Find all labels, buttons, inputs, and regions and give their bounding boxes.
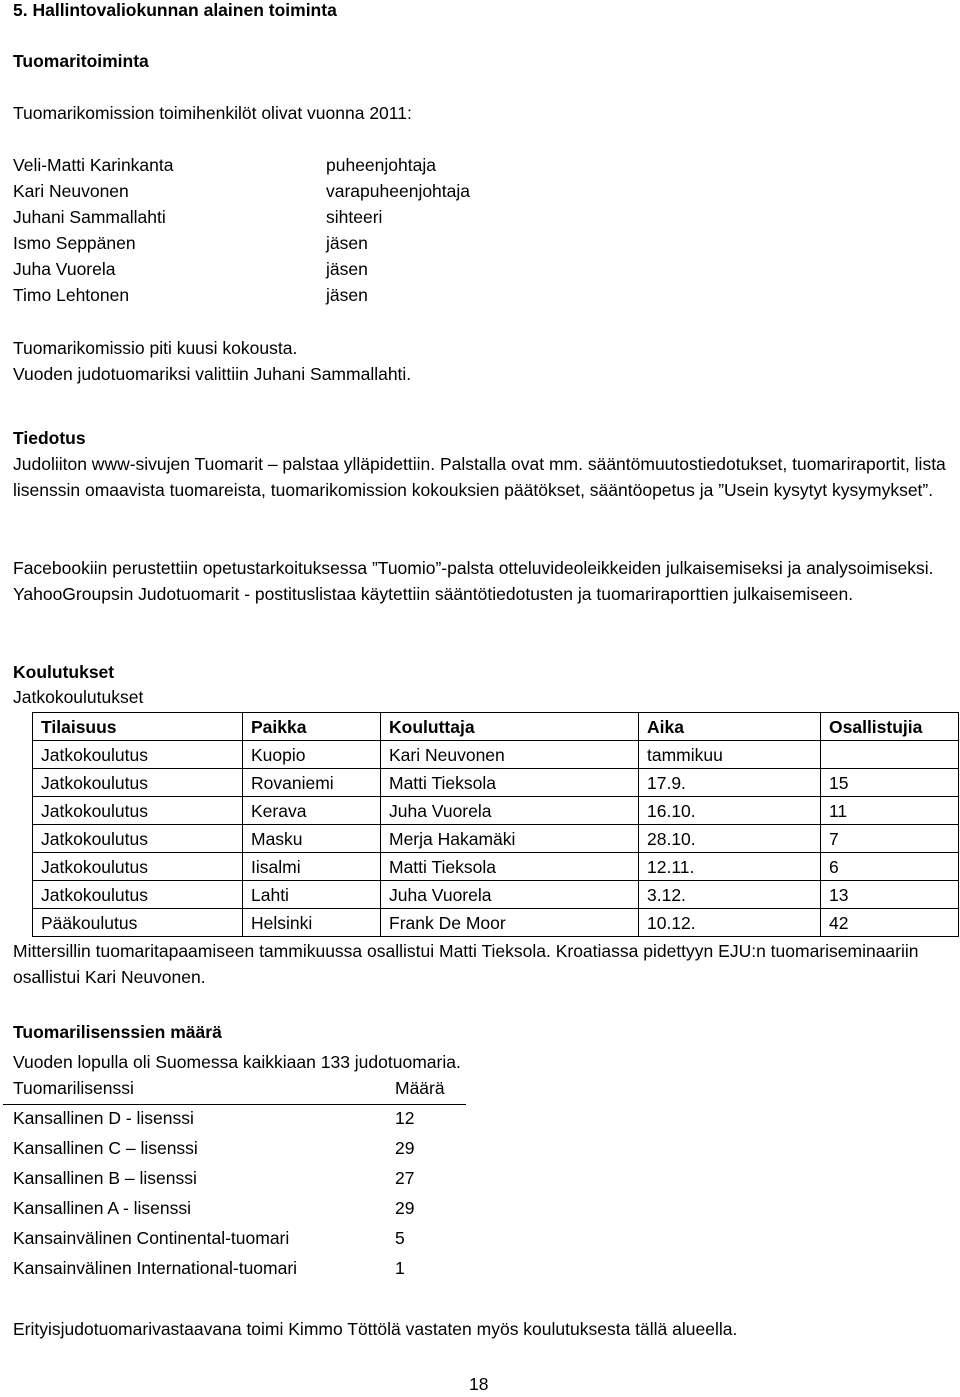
tiedotus-paragraph-2-text: Facebookiin perustettiin opetustarkoituksessa ”Tuomio”-palsta otteluvideoleikkeiden julkaisemiseksi ja analysoimiseksi. YahooGroupsin Judotuomarit - postituslistaa käytettiin sääntötiedotusten ja tuomariraporttien julkaisemiseen.	[13, 558, 934, 604]
license-name: Kansallinen A - lisenssi	[13, 1198, 192, 1218]
table-cell: Kari Neuvonen	[381, 741, 639, 769]
table-cell: 16.10.	[639, 797, 821, 825]
official-role: varapuheenjohtaja	[326, 181, 471, 201]
license-count: 27	[395, 1168, 415, 1188]
table-row	[33, 797, 959, 825]
official-role: jäsen	[326, 259, 368, 279]
official-name: Timo Lehtonen	[13, 285, 130, 305]
license-name: Kansallinen D - lisenssi	[13, 1108, 194, 1128]
table-row	[33, 741, 959, 769]
table-cell: Merja Hakamäki	[381, 825, 639, 853]
tiedotus-paragraph-1	[13, 451, 948, 503]
training-table	[32, 712, 959, 937]
official-role: jäsen	[326, 233, 368, 253]
referee-of-year-line: Vuoden judotuomariksi valittiin Juhani Sammallahti.	[13, 364, 412, 384]
official-role: jäsen	[326, 285, 368, 305]
training-note-text: Mittersillin tuomaritapaamiseen tammikuussa osallistui Matti Tieksola. Kroatiassa pidettyyn EJU:n tuomariseminaariin osallistui Kari Neuvonen.	[13, 941, 919, 987]
officials-intro: Tuomarikomission toimihenkilöt olivat vuonna 2011:	[13, 103, 412, 123]
table-row	[33, 825, 959, 853]
table-row	[33, 853, 959, 881]
subsection-title: Tuomaritoiminta	[13, 51, 149, 71]
table-cell: tammikuu	[639, 741, 821, 769]
table-cell: Jatkokoulutus	[33, 881, 243, 909]
table-cell: Helsinki	[243, 909, 381, 937]
table-cell: 10.12.	[639, 909, 821, 937]
table-cell: Kerava	[243, 797, 381, 825]
meetings-line: Tuomarikomissio piti kuusi kokousta.	[13, 338, 298, 358]
column-header: Osallistujia	[821, 713, 959, 741]
table-cell: Jatkokoulutus	[33, 741, 243, 769]
license-name: Kansainvälinen International-tuomari	[13, 1258, 298, 1278]
column-header: Tilaisuus	[33, 713, 243, 741]
license-count: 29	[395, 1198, 415, 1218]
table-cell: 42	[821, 909, 959, 937]
table-row	[33, 769, 959, 797]
licenses-intro: Vuoden lopulla oli Suomessa kaikkiaan 133 judotuomaria.	[13, 1052, 461, 1072]
table-header-row	[33, 713, 959, 741]
table-cell: Iisalmi	[243, 853, 381, 881]
licenses-col-count: Määrä	[395, 1078, 445, 1098]
tiedotus-paragraph-1-text: Judoliiton www-sivujen Tuomarit – palstaa ylläpidettiin. Palstalla ovat mm. sääntömuutostiedotukset, tuomariraportit, lista lisenssin omaavista tuomareista, tuomarikomission kokouksien päätökset, sääntöopetus ja ”Usein kysytyt kysymykset”.	[13, 454, 946, 500]
official-role: puheenjohtaja	[326, 155, 436, 175]
koulutukset-subheading: Jatkokoulutukset	[13, 687, 144, 707]
official-name: Ismo Seppänen	[13, 233, 136, 253]
license-name: Kansallinen B – lisenssi	[13, 1168, 197, 1188]
training-note	[13, 938, 948, 990]
table-cell: Lahti	[243, 881, 381, 909]
table-cell: Rovaniemi	[243, 769, 381, 797]
table-cell	[821, 741, 959, 769]
column-header: Paikka	[243, 713, 381, 741]
table-row	[33, 881, 959, 909]
table-cell: Jatkokoulutus	[33, 797, 243, 825]
table-cell: 15	[821, 769, 959, 797]
table-cell: 13	[821, 881, 959, 909]
license-count: 1	[395, 1258, 405, 1278]
license-count: 29	[395, 1138, 415, 1158]
table-cell: Frank De Moor	[381, 909, 639, 937]
table-cell: Matti Tieksola	[381, 769, 639, 797]
official-role: sihteeri	[326, 207, 383, 227]
table-cell: 6	[821, 853, 959, 881]
table-cell: 17.9.	[639, 769, 821, 797]
section-title: 5. Hallintovaliokunnan alainen toiminta	[13, 0, 337, 20]
table-cell: 28.10.	[639, 825, 821, 853]
table-cell: Jatkokoulutus	[33, 769, 243, 797]
closing-line: Erityisjudotuomarivastaavana toimi Kimmo Töttölä vastaten myös koulutuksesta tällä alueella.	[13, 1319, 738, 1339]
koulutukset-heading: Koulutukset	[13, 662, 115, 682]
table-cell: Pääkoulutus	[33, 909, 243, 937]
official-name: Juha Vuorela	[13, 259, 116, 279]
table-cell: Jatkokoulutus	[33, 853, 243, 881]
table-cell: 3.12.	[639, 881, 821, 909]
column-header: Aika	[639, 713, 821, 741]
column-header: Kouluttaja	[381, 713, 639, 741]
table-cell: 11	[821, 797, 959, 825]
license-name: Kansallinen C – lisenssi	[13, 1138, 198, 1158]
official-name: Kari Neuvonen	[13, 181, 129, 201]
official-name: Veli-Matti Karinkanta	[13, 155, 174, 175]
table-cell: Masku	[243, 825, 381, 853]
table-cell: 7	[821, 825, 959, 853]
table-cell: Kuopio	[243, 741, 381, 769]
tiedotus-paragraph-2	[13, 555, 948, 607]
table-cell: Juha Vuorela	[381, 881, 639, 909]
table-cell: Matti Tieksola	[381, 853, 639, 881]
official-name: Juhani Sammallahti	[13, 207, 166, 227]
license-count: 12	[395, 1108, 415, 1128]
table-cell: 12.11.	[639, 853, 821, 881]
tiedotus-heading: Tiedotus	[13, 428, 86, 448]
table-row	[33, 909, 959, 937]
table-cell: Jatkokoulutus	[33, 825, 243, 853]
license-count: 5	[395, 1228, 405, 1248]
licenses-col-license: Tuomarilisenssi	[13, 1078, 134, 1098]
license-name: Kansainvälinen Continental-tuomari	[13, 1228, 290, 1248]
licenses-heading: Tuomarilisenssien määrä	[13, 1022, 222, 1042]
table-cell: Juha Vuorela	[381, 797, 639, 825]
page-number: 18	[469, 1374, 489, 1394]
